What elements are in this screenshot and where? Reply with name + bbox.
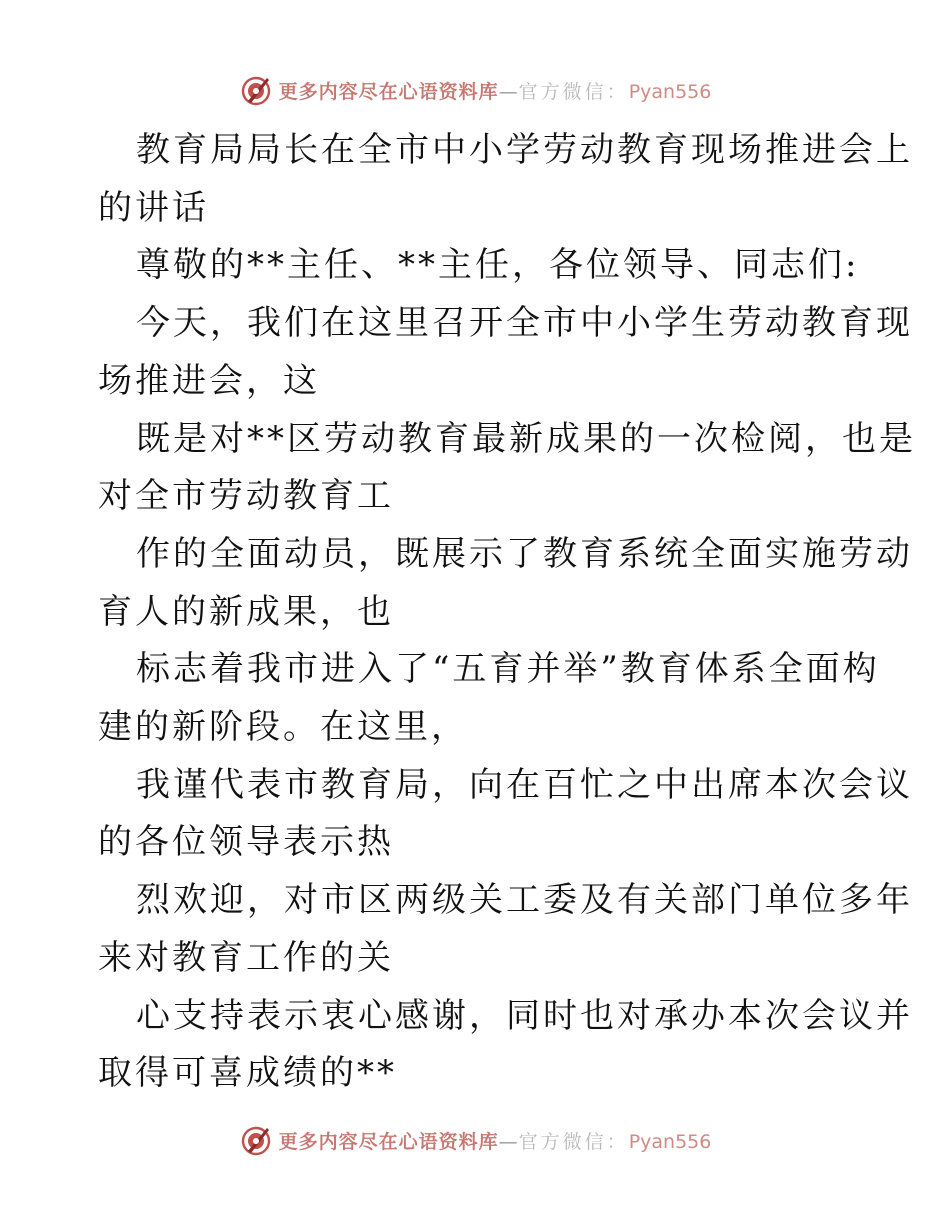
paragraph-line: 尊敬的**主任、**主任，各位领导、同志们: xyxy=(136,245,860,286)
paragraph-continuation: 育人的新成果，也 xyxy=(98,591,394,632)
paragraph-line: 既是对**区劳动教育最新成果的一次检阅，也是 xyxy=(136,418,916,459)
paragraph-line: 我谨代表市教育局，向在百忙之中出席本次会议 xyxy=(136,764,913,805)
header-watermark xyxy=(0,70,950,110)
paragraph xyxy=(98,988,913,1103)
watermark-text xyxy=(279,1127,712,1154)
watermark-wechat-id: Pyan556 xyxy=(628,80,712,103)
watermark-separator: — xyxy=(498,1130,519,1153)
paragraph-continuation: 来对教育工作的关 xyxy=(98,937,394,978)
paragraph xyxy=(98,641,880,756)
watermark-brand: 更多内容尽在心语资料库 xyxy=(278,1130,499,1153)
watermark-wechat-id: Pyan556 xyxy=(628,1130,712,1153)
paragraph-continuation: 取得可喜成绩的** xyxy=(98,1053,397,1094)
paragraph-continuation: 的各位领导表示热 xyxy=(98,822,394,863)
paragraph-salutation xyxy=(98,237,858,295)
paragraph-continuation: 建的新阶段。在这里， xyxy=(98,707,468,748)
paragraph-line: 作的全面动员，既展示了教育系统全面实施劳动 xyxy=(136,533,913,574)
paragraph xyxy=(98,526,913,641)
paragraph-continuation: 的讲话 xyxy=(98,187,209,228)
paragraph xyxy=(98,411,916,526)
paragraph-continuation: 对全市劳动教育工 xyxy=(98,476,394,517)
watermark-separator: — xyxy=(498,80,519,103)
paragraph-line: 今天，我们在这里召开全市中小学生劳动教育现 xyxy=(136,303,913,344)
quill-pen-logo-icon xyxy=(239,73,273,107)
paragraph-line: 心支持表示衷心感谢，同时也对承办本次会议并 xyxy=(136,995,913,1036)
footer-watermark xyxy=(0,1120,950,1160)
watermark-wechat-label: 官方微信： xyxy=(518,80,629,103)
watermark-wechat-label: 官方微信： xyxy=(518,1130,629,1153)
paragraph-line: 烈欢迎，对市区两级关工委及有关部门单位多年 xyxy=(136,880,913,921)
paragraph xyxy=(98,757,913,872)
quill-pen-logo-icon xyxy=(239,1123,273,1157)
paragraph-line: 标志着我市进入了“五育并举”教育体系全面构 xyxy=(136,649,880,690)
document-body xyxy=(98,122,916,1103)
paragraph-title xyxy=(98,122,913,237)
watermark-text xyxy=(279,77,712,104)
paragraph xyxy=(98,295,913,410)
paragraph xyxy=(98,872,913,987)
watermark-brand: 更多内容尽在心语资料库 xyxy=(278,80,499,103)
paragraph-line: 教育局局长在全市中小学劳动教育现场推进会上 xyxy=(136,130,913,170)
paragraph-continuation: 场推进会，这 xyxy=(98,360,320,401)
